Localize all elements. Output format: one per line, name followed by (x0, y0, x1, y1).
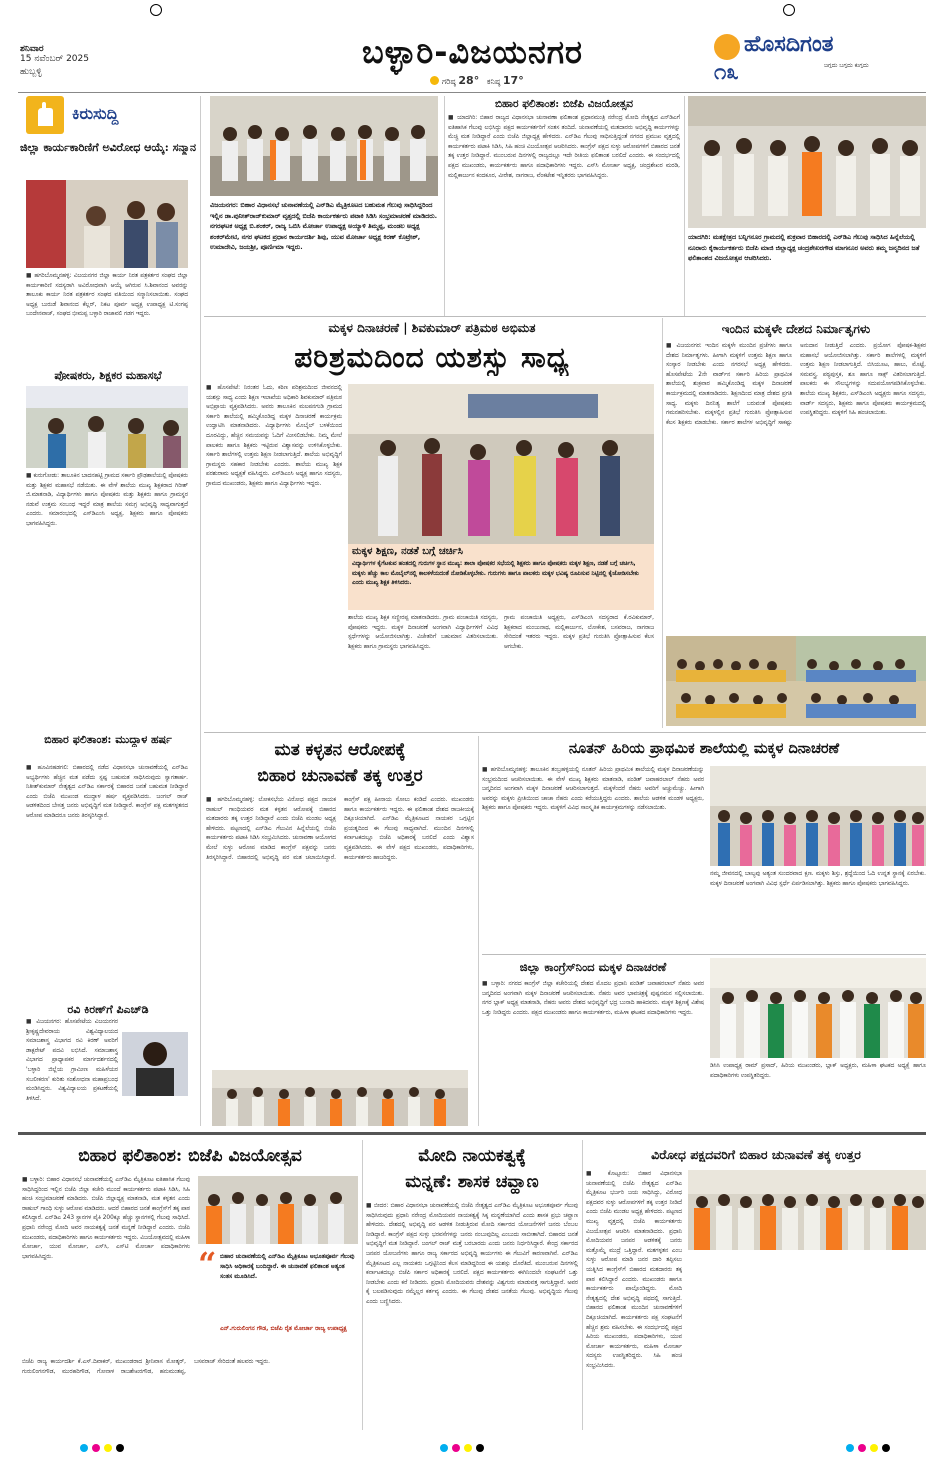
brand-label: ಕಿರುಸುದ್ದಿ (72, 104, 119, 123)
sun-icon (430, 76, 439, 85)
bottom3-headline: ವಿರೋಧ ಪಕ್ಷದವರಿಗೆ ಬಿಹಾರ ಚುನಾವಣೆ ತಕ್ಕ ಉತ್ತರ (651, 1147, 861, 1162)
story-school (482, 736, 926, 952)
s4-body: ■ ವಿಜಯನಗರ: ಹೊಸಪೇಟೆಯ ವಿಜಯನಗರ ಶ್ರೀಕೃಷ್ಣದೇವರಾಯ ವಿಶ್ವವಿದ್ಯಾಲಯದ ಸಮಾಜಶಾಸ್ತ್ರ ವಿಭಾಗದ ರವಿ ಕಿರಣ್ ಅವರಿಗೆ ಡಾಕ್ಟರೇಟ್ ಪದವಿ ಲಭಿಸಿದೆ. ಸಮಾಜಶಾಸ್ತ್ರ ವಿಭಾಗದ ಪ್ರಾಧ್ಯಾಪಕರ ಮಾರ್ಗದರ್ಶನದಲ್ಲಿ 'ಬಳ್ಳಾರಿ ಜಿಲ್ಲೆಯ ಗ್ರಾಮೀಣ ಮಹಿಳೆಯರ ಸಬಲೀಕರಣ' ಕುರಿತು ಸಂಶೋಧನಾ ಮಹಾಪ್ರಬಂಧ ಮಂಡಿಸಿದ್ದರು. ವಿಶ್ವವಿದ್ಯಾಲಯ ಪ್ರಕಟಣೆಯಲ್ಲಿ ತಿಳಿಸಿದೆ. (26, 1019, 118, 1102)
story-congress (482, 958, 926, 1126)
bottom1-quote-author: ಎನ್.ಗುರುಲಿಂಗನ ಗೌಡ, ಬಿಜೆಪಿ ರೈತ ಮೋರ್ಚಾ ರಾಜ್ಯ ಉಪಾಧ್ಯಕ್ಷ (220, 1325, 347, 1332)
top-story1 (206, 96, 442, 314)
bottom-story2 (366, 1140, 578, 1440)
column-rule (582, 1140, 583, 1430)
story-nation (666, 318, 926, 728)
lead-col3: ಗ್ರಾಮ ಪಂಚಾಯಿತಿ ಅಧ್ಯಕ್ಷರು, ಎಸ್‌ಡಿಎಂಸಿ ಸದಸ್ಯರಾದ ಕೆ.ರವಿಕುಮಾರ್, ಶಿಕ್ಷಕರಾದ ಮಂಜುನಾಥ, ಮಲ್ಲಿಕಾರ್ಜುನ, ಲೋಕೇಶ, ಬಸವರಾಜ, ನಾಗರಾಜ ಸೇರಿದಂತೆ ಇತರರು ಇದ್ದರು. ಮಕ್ಕಳ ಪ್ರತಿಭೆ ಗುರುತಿಸಿ ಪ್ರೋತ್ಸಾಹಿಸುವ ಕೆಲಸ ಆಗಬೇಕು. (504, 615, 654, 650)
bottom2-body: ■ ಬೀದರ: ಬಿಹಾರ ವಿಧಾನಸಭಾ ಚುನಾವಣೆಯಲ್ಲಿ ಬಿಜೆಪಿ ನೇತೃತ್ವದ ಎನ್‌ಡಿಎ ಮೈತ್ರಿಕೂಟ ಅಭೂತಪೂರ್ವ ಗೆಲುವು ಸಾಧಿಸಿರುವುದು ಪ್ರಧಾನಿ ನರೇಂದ್ರ ಮೋದಿಯವರ ನಾಯಕತ್ವಕ್ಕೆ ಸಿಕ್ಕ ಮನ್ನಣೆಯಾಗಿದೆ ಎಂದು ಶಾಸಕ ಪ್ರಭು ಚವ್ಹಾಣ ಹೇಳಿದರು. ದೇಶದಲ್ಲಿ ಅಭಿವೃದ್ಧಿ ಪರ ಆಡಳಿತ ನೀಡುತ್ತಿರುವ ಮೋದಿ ಸರ್ಕಾರದ ಯೋಜನೆಗಳಿಗೆ ಜನರು ಬೆಂಬಲ ನೀಡಿದ್ದಾರೆ. ಕಾಂಗ್ರೆಸ್ ಪಕ್ಷದ ಸುಳ್ಳು ಭರವಸೆಗಳನ್ನು ಜನರು ನಂಬುವುದಿಲ್ಲ ಎಂಬುದು ಸಾಬೀತಾಗಿದೆ. ಬಿಹಾರದ ಜನತೆ ಅಭಿವೃದ್ಧಿಗೆ ಮತ ನೀಡಿದ್ದಾರೆ. ಜಂಗಲ್ ರಾಜ್ ಮತ್ತೆ ಬರಬಾರದು ಎಂದು ಜನರು ನಿರ್ಧರಿಸಿದ್ದಾರೆ. ಕೇಂದ್ರ ಸರ್ಕಾರದ ಜನಪರ ಯೋಜನೆಗಳು ಹಾಗೂ ರಾಜ್ಯ ಸರ್ಕಾರದ ಅಭಿವೃದ್ಧಿ ಕಾರ್ಯಗಳು ಈ ಗೆಲುವಿಗೆ ಕಾರಣವಾಗಿವೆ. ಎನ್‌ಡಿಎ ಮೈತ್ರಿಕೂಟದ ಎಲ್ಲ ನಾಯಕರು ಒಗ್ಗಟ್ಟಿನಿಂದ ಕೆಲಸ ಮಾಡಿದ್ದರಿಂದ ಈ ಯಶಸ್ಸು ದೊರೆತಿದೆ. ಮುಂಬರುವ ದಿನಗಳಲ್ಲಿ ಕರ್ನಾಟಕದಲ್ಲೂ ಬಿಜೆಪಿ ಸರ್ಕಾರ ಅಧಿಕಾರಕ್ಕೆ ಬರಲಿದೆ. ಪಕ್ಷದ ಕಾರ್ಯಕರ್ತರು ಈಗಿನಿಂದಲೇ ಸಂಘಟನೆಗೆ ಒತ್ತು ನೀಡಬೇಕು ಎಂದು ಕರೆ ನೀಡಿದರು. ಪ್ರಧಾನಿ ಮೋದಿಯವರು ದೇಶವನ್ನು ವಿಶ್ವಗುರು ಮಾಡುವತ್ತ ಸಾಗುತ್ತಿದ್ದಾರೆ. ಅವರ ಕೈ ಬಲಪಡಿಸುವುದು ನಮ್ಮೆಲ್ಲರ ಕರ್ತವ್ಯ ಎಂದರು. ಈ ಗೆಲುವು ದೇಶದ ಜನತೆಯ ಗೆಲುವು. ಅಭಿವೃದ್ಧಿಯ ಗೆಲುವು ಎಂದು ಬಣ್ಣಿಸಿದರು. (366, 1203, 578, 1305)
paper-tagline: ಜಗ್ಗದು ಬಗ್ಗದು ಕುಗ್ಗದು (824, 62, 869, 69)
top3-caption: ಯಾದಗಿರಿ: ಮತಕ್ಷೇತ್ರದ ಬನ್ನಿಗನೂರ ಗ್ರಾಮದಲ್ಲಿ ಶುಕ್ರವಾರ ಬಿಹಾರದಲ್ಲಿ ಎನ್‌ಡಿಎ ಗೆಲುವು ಸಾಧಿಸಿದ ಹಿನ್ನೆಲೆಯಲ್ಲಿ ನೂರಾರು ಕೈಕಾರ್ಯಕರ್ತರು ಬಿಜೆಪಿ ಮಾಜಿ ಜಿಲ್ಲಾಧ್ಯಕ್ಷ ಚಂದ್ರಶೇಖರಗೌಡ ಮಾಗನೂರ ಅವರು ತಮ್ಮ ಜನ್ಮದಿನದ ಜತೆ ಫಲಿತಾಂಶದ ವಿಜಯೋತ್ಸವ ಆಚರಿಸಿದರು. (688, 233, 920, 262)
section-rule (204, 316, 926, 317)
nation-photo (666, 636, 926, 726)
column-rule (662, 318, 663, 728)
bottom1-photo (198, 1176, 358, 1244)
lead-photo-caption-title: ಮಕ್ಕಳ ಶಿಕ್ಷಣ, ನಡತೆ ಬಗ್ಗೆ ಚರ್ಚಿಸಿ (352, 546, 463, 557)
lead-photo-caption-box (348, 544, 654, 610)
bottom-story1 (22, 1140, 358, 1440)
column-rule (444, 96, 445, 316)
lead-photo-caption: ವಿದ್ಯಾರ್ಥಿಗಳ ಕೈಗೆಟಕುವ ಹಂತದಲ್ಲಿ ಗುರುಗಳ ಸ್ಥಾನ ಮುಖ್ಯ: ಶಾಲಾ ಪೋಷಕರ ಸಭೆಯಲ್ಲಿ ಶಿಕ್ಷಕರು ಹಾಗೂ ಪೋಷಕರು ಮಕ್ಕಳ ಶಿಕ್ಷಣ, ನಡತೆ ಬಗ್ಗೆ ಚರ್ಚಿಸಿ, ಮಕ್ಕಳು ಹೆಚ್ಚು ಕಾಲ ಮೊಬೈಲ್‌ನಲ್ಲಿ ಕಾಲಕಳೆಯದಂತೆ ನೋಡಿಕೊಳ್ಳಬೇಕು. ಗುರುಗಳು ಹಾಗೂ ಪಾಲಕರು ಮಕ್ಕಳ ಭವಿಷ್ಯ ರೂಪಿಸುವ ನಿಟ್ಟಿನಲ್ಲಿ ಕೈಜೋಡಿಸಬೇಕು ಎಂದು ಮುಖ್ಯ ಶಿಕ್ಷಕ ತಿಳಿಸಿದರು. (352, 561, 639, 587)
theft-body: ■ ಹಗರಿಬೊಮ್ಮನಹಳ್ಳಿ: ಲೋಕಸಭೆಯ ವಿರೋಧ ಪಕ್ಷದ ನಾಯಕ ರಾಹುಲ್ ಗಾಂಧಿಯವರ ಮತ ಕಳ್ಳತನ ಆರೋಪಕ್ಕೆ ಬಿಹಾರದ ಮತದಾರರು ತಕ್ಕ ಉತ್ತರ ನೀಡಿದ್ದಾರೆ ಎಂದು ಬಿಜೆಪಿ ಮಂಡಲ ಅಧ್ಯಕ್ಷ ಹೇಳಿದರು. ಪಟ್ಟಣದಲ್ಲಿ ಎನ್‌ಡಿಎ ಗೆಲುವಿನ ಹಿನ್ನೆಲೆಯಲ್ಲಿ ಬಿಜೆಪಿ ಕಾರ್ಯಕರ್ತರು ಪಟಾಕಿ ಸಿಡಿಸಿ ಸಂಭ್ರಮಿಸಿದರು. ಚುನಾವಣಾ ಆಯೋಗದ ಮೇಲೆ ಸುಳ್ಳು ಆರೋಪ ಮಾಡಿದ ಕಾಂಗ್ರೆಸ್ ಪಕ್ಷವನ್ನು ಜನರು ತಿರಸ್ಕರಿಸಿದ್ದಾರೆ. ಬಿಹಾರದಲ್ಲಿ ಅಭಿವೃದ್ಧಿ ಪರ ಮತ ಚಲಾಯಿಸಿದ್ದಾರೆ. ಕಾಂಗ್ರೆಸ್ ಪಕ್ಷ ಹೀನಾಯ ಸೋಲು ಕಂಡಿದೆ ಎಂದರು. ಮುಖಂಡರು ಹಾಗೂ ಕಾರ್ಯಕರ್ತರು ಇದ್ದರು. ಈ ಫಲಿತಾಂಶ ದೇಶದ ರಾಜಕೀಯಕ್ಕೆ ದಿಕ್ಸೂಚಿಯಾಗಿದೆ. ಎನ್‌ಡಿಎ ಮೈತ್ರಿಕೂಟದ ನಾಯಕರ ಒಗ್ಗಟ್ಟಿನ ಪ್ರಯತ್ನದಿಂದ ಈ ಗೆಲುವು ಸಾಧ್ಯವಾಗಿದೆ. ಮುಂದಿನ ದಿನಗಳಲ್ಲಿ ಕರ್ನಾಟಕದಲ್ಲೂ ಬಿಜೆಪಿ ಅಧಿಕಾರಕ್ಕೆ ಬರಲಿದೆ ಎಂದು ವಿಶ್ವಾಸ ವ್ಯಕ್ತಪಡಿಸಿದರು. ಈ ವೇಳೆ ಪಕ್ಷದ ಮುಖಂಡರು, ಪದಾಧಿಕಾರಿಗಳು, ಕಾರ್ಯಕರ್ತರು ಹಾಜರಿದ್ದರು. (206, 797, 474, 861)
bottom2-headline-2: ಮನ್ನಣೆ: ಶಾಸಕ ಚವ್ಹಾಣ (405, 1172, 539, 1192)
top-story2 (448, 96, 680, 314)
bottom1-headline: ಬಿಹಾರ ಫಲಿತಾಂಶ: ಬಿಜೆಪಿ ವಿಜಯೋತ್ಸವ (78, 1146, 302, 1166)
congress-photo (710, 958, 926, 1058)
top2-headline: ಬಿಹಾರ ಫಲಿತಾಂಶ: ಬಿಜೆಪಿ ವಿಜಯೋತ್ಸವ (494, 98, 634, 110)
lead-photo (348, 384, 654, 544)
bottom1-quote-box (198, 1245, 358, 1354)
theft-headline-2: ಬಿಹಾರ ಚುನಾವಣೆ ತಕ್ಕ ಉತ್ತರ (257, 766, 423, 786)
school-photo-caption: ನಮ್ಮ ಜೀವನದಲ್ಲಿ ಬಾಲ್ಯವು ಅತ್ಯಂತ ಸುಂದರವಾದ ಕ್ಷಣ. ಮಕ್ಕಳು ಶಿಸ್ತು, ಶ್ರದ್ಧೆಯಿಂದ ಓದಿ ಉನ್ನತ ಸ್ಥಾನಕ್ಕೆ ಏರಬೇಕು. ಮಕ್ಕಳ ದಿನಾಚರಣೆ ಅಂಗವಾಗಿ ವಿವಿಧ ಸ್ಪರ್ಧೆ ಏರ್ಪಡಿಸಲಾಗಿತ್ತು. ಶಿಕ್ಷಕರು ಹಾಗೂ ಪೋಷಕರು ಭಾಗವಹಿಸಿದ್ದರು. (710, 871, 926, 887)
lead-col2: ಶಾಲೆಯ ಮುಖ್ಯ ಶಿಕ್ಷಕ ಸಣ್ಣೀರಪ್ಪ ಮಾತನಾಡಿದರು. ಗ್ರಾಮ ಪಂಚಾಯಿತಿ ಸದಸ್ಯರು, ಪೋಷಕರು ಇದ್ದರು. ಮಕ್ಕಳ ದಿನಾಚರಣೆ ಅಂಗವಾಗಿ ವಿದ್ಯಾರ್ಥಿಗಳಿಗೆ ವಿವಿಧ ಸ್ಪರ್ಧೆಗಳನ್ನು ಆಯೋಜಿಸಲಾಗಿತ್ತು. ವಿಜೇತರಿಗೆ ಬಹುಮಾನ ವಿತರಿಸಲಾಯಿತು. ಶಿಕ್ಷಕರು ಹಾಗೂ ಗ್ರಾಮಸ್ಥರು ಭಾಗವಹಿಸಿದ್ದರು. (348, 615, 498, 650)
s1-headline: ಜಿಲ್ಲಾ ಕಾರ್ಯಕಾರಿಣಿಗೆ ಅವಿರೋಧ ಆಯ್ಕೆ: ಸನ್ಮಾನ (19, 141, 197, 154)
registration-marks (150, 4, 162, 16)
date-panel (20, 44, 150, 77)
s2-headline: ಪೋಷಕರು, ಶಿಕ್ಷಕರ ಮಹಾಸಭೆ (54, 369, 162, 382)
registration-marks (783, 4, 795, 16)
s3-body: ■ ಹೂವಿನಹಡಗಲಿ: ಬಿಹಾರದಲ್ಲಿ ನಡೆದ ವಿಧಾನಸಭಾ ಚುನಾವಣೆಯಲ್ಲಿ ಎನ್‌ಡಿಎ ಅಭ್ಯರ್ಥಿಗಳು ಹೆಚ್ಚಿನ ಮತ ಪಡೆದು ಸ್ಪಷ್ಟ ಬಹುಮತ ಸಾಧಿಸಿರುವುದು ಸ್ವಾಗತಾರ್ಹ. ನಿತೀಶ್‌ಕುಮಾರ್ ನೇತೃತ್ವದ ಎನ್‌ಡಿಎ ಸರ್ಕಾರಕ್ಕೆ ಬಿಹಾರದ ಜನತೆ ಬಹುಮತ ನೀಡಿದ್ದಾರೆ ಎಂದು ಬಿಜೆಪಿ ಮುಖಂಡ ಮುದ್ದಾಳ ಹರ್ಷ ವ್ಯಕ್ತಪಡಿಸಿದರು. ಜಂಗಲ್ ರಾಜ್ ಆಡಳಿತದಿಂದ ಬೇಸತ್ತ ಜನರು ಅಭಿವೃದ್ಧಿಗೆ ಮತ ನೀಡಿದ್ದಾರೆ. ಕಾಂಗ್ರೆಸ್ ಪಕ್ಷ ಮತಗಳ್ಳತನದ ಆರೋಪ ಮಾಡಿದರೂ ಜನರು ತಿರಸ್ಕರಿಸಿದ್ದಾರೆ. (26, 765, 188, 819)
date-label: 15 ನವೆಂಬರ್ 2025 (20, 54, 89, 64)
theft-headline-1: ಮತ ಕಳ್ಳತನ ಆರೋಪಕ್ಕೆ (274, 740, 406, 760)
s1-photo (26, 180, 188, 268)
top3-photo (688, 96, 926, 228)
top2-body: ■ ಯಾದಗಿರಿ: ಬಿಹಾರ ರಾಜ್ಯದ ವಿಧಾನಸಭಾ ಚುನಾವಣಾ ಫಲಿತಾಂಶ ಪ್ರಧಾನಮಂತ್ರಿ ನರೇಂದ್ರ ಮೋದಿ ನೇತೃತ್ವದ ಎನ್‌ಡಿಎಗೆ ಐತಿಹಾಸಿಕ ಗೆಲುವು ಲಭಿಸಿದ್ದು ಪಕ್ಷದ ಕಾರ್ಯಕರ್ತರಿಗೆ ಸಂತಸ ತಂದಿದೆ. ಚುನಾವಣೆಯಲ್ಲಿ ಮತದಾರರು ಅಭಿವೃದ್ಧಿ ಕಾರ್ಯಗಳನ್ನು ಮೆಚ್ಚಿ ಮತ ನೀಡಿದ್ದಾರೆ ಎಂದು ಬಿಜೆಪಿ ಜಿಲ್ಲಾಧ್ಯಕ್ಷ ಹೇಳಿದರು. ಎನ್‌ಡಿಎ ಗೆಲುವು ಸಾಧಿಸುತ್ತಿದ್ದಂತೆ ನಗರದ ಪ್ರಮುಖ ವೃತ್ತದಲ್ಲಿ ಕಾರ್ಯಕರ್ತರು ಪಟಾಕಿ ಸಿಡಿಸಿ, ಸಿಹಿ ಹಂಚಿ ವಿಜಯೋತ್ಸವ ಆಚರಿಸಿದರು. ಕಾಂಗ್ರೆಸ್ ಪಕ್ಷದ ಸುಳ್ಳು ಆರೋಪಗಳಿಗೆ ಬಿಹಾರದ ಜನತೆ ತಕ್ಕ ಉತ್ತರ ನೀಡಿದ್ದಾರೆ. ಮುಂಬರುವ ದಿನಗಳಲ್ಲಿ ರಾಜ್ಯದಲ್ಲೂ ಇದೇ ರೀತಿಯ ಫಲಿತಾಂಶ ಬರಲಿದೆ ಎಂದರು. ಈ ಸಂದರ್ಭದಲ್ಲಿ ಪಕ್ಷದ ಮುಖಂಡರು, ಕಾರ್ಯಕರ್ತರು ಹಾಗೂ ಪದಾಧಿಕಾರಿಗಳು ಇದ್ದರು. ಎಸ್‌ಸಿ ಮೋರ್ಚಾ ಅಧ್ಯಕ್ಷ, ಚಂದ್ರಶೇಖರ ಮರಡಿ, ಮಲ್ಲಿಕಾರ್ಜುನ ಕಂದಕೂರ, ವೀರೇಶ, ನಾಗರಾಜ, ವೆಂಕಟೇಶ ಇನ್ನಿತರರು ಭಾಗವಹಿಸಿದ್ದರು. (448, 115, 680, 179)
story-theft (206, 736, 474, 1126)
column-rule (684, 96, 685, 316)
lead-headline: ಪರಿಶ್ರಮದಿಂದ ಯಶಸ್ಸು ಸಾಧ್ಯ (294, 341, 570, 374)
city-label: ಹುಬ್ಬಳ್ಳಿ (20, 67, 42, 77)
s1-body: ■ ಹಗರಿಬೊಮ್ಮನಹಳ್ಳಿ: ವಿಜಯನಗರ ಜಿಲ್ಲಾ ಕಾರ್ಯ ನಿರತ ಪತ್ರಕರ್ತರ ಸಂಘದ ಜಿಲ್ಲಾ ಕಾರ್ಯಕಾರಿಣಿ ಸದಸ್ಯರಾಗಿ ಅವಿರೋಧವಾಗಿ ಆಯ್ಕೆ ಆಗಿರುವ ಸಿ.ಶಿವಾನಂದ ಅವರನ್ನು ತಾಲೂಕು ಕಾರ್ಯ ನಿರತ ಪತ್ರಕರ್ತರ ಸಂಘದ ವತಿಯಿಂದ ಸನ್ಮಾನಿಸಲಾಯಿತು. ಸಂಘದ ಅಧ್ಯಕ್ಷ ಬುರುಡೆ ಶಿವಾನಂದ ಕೆಲ್ಲರ್, ನಿಕಟ ಪೂರ್ವ ಅಧ್ಯಕ್ಷ ಉಪಾಧ್ಯಕ್ಷ ಟಿ.ಸಂಗಪ್ಪ ಬಂದೇನವಾಜ್, ಸಂಘದ ಭೀಮಪ್ಪ ಬಳ್ಳಾರಿ ರಾಜಾವಲಿ ಗಡಗ ಇದ್ದರು. (26, 273, 188, 318)
column-rule (200, 96, 201, 1126)
min-label: ಕನಿಷ್ಠ (486, 77, 501, 86)
top1-caption: ವಿಜಯನಗರ: ಬಿಹಾರ ವಿಧಾನಸಭೆ ಚುನಾವಣೆಯಲ್ಲಿ ಎನ್‌ಡಿಎ ಮೈತ್ರಿಕೂಟದ ಬಹುಮತ ಗೆಲುವು ಸಾಧಿಸಿದ್ದರಿಂದ ಇಲ್ಲಿನ ಡಾ.ಪುನೀತ್‌ರಾಜ್‌ಕುಮಾರ್ ವೃತ್ತದಲ್ಲಿ ಬಿಜೆಪಿ ಕಾರ್ಯಕರ್ತರು ಪಟಾಕಿ ಸಿಡಿಸಿ ಸಂಭ್ರಮಾಚರಣೆ ಮಾಡಿದರು. ನಗರಘಟಕ ಅಧ್ಯಕ್ಷ ಬಿ.ಶಂಕರ್, ರಾಜ್ಯ ಒಬಿಸಿ ಮೋರ್ಚಾ ಉಪಾಧ್ಯಕ್ಷ ಅಯ್ಯಾಳಿ ತಿಮ್ಮಪ್ಪ, ಮಂಡಲ ಅಧ್ಯಕ್ಷ ಶಂಕರ್‌ಮೇಟಿ, ನಗರ ಘಟಕದ ಪ್ರಧಾನ ಕಾರ್ಯದರ್ಶಿ ಶಿವು, ಯುವ ಮೋರ್ಚಾ ಅಧ್ಯಕ್ಷ ಕಿರಣ್ ಕೊಟ್ರೇಶ್, ಉಮಾದೇವಿ, ಜಯಶ್ರೀ, ಪೂರ್ಣಿಮಾ ಇದ್ದರು. (210, 201, 438, 251)
bottom1-quote: ಬಿಹಾರ ಚುನಾವಣೆಯಲ್ಲಿ ಎನ್‌ಡಿಎ ಮೈತ್ರಿಕೂಟ ಅಭೂತಪೂರ್ವ ಗೆಲುವು ಸಾಧಿಸಿ ಅಧಿಕಾರಕ್ಕೆ ಬಂದಿದ್ದಾರೆ. ಈ ಚುನಾವಣೆ ಫಲಿತಾಂಶ ಅತ್ಯಂತ ಸಂತಸ ಮೂಡಿಸಿದೆ. (220, 1253, 355, 1280)
column-rule (362, 1140, 363, 1430)
quote-mark-icon: “ (198, 1245, 217, 1283)
lead-story (206, 318, 658, 728)
s2-photo (26, 386, 188, 468)
s3-headline: ಬಿಹಾರ ಫಲಿತಾಂಶ: ಮುದ್ದಾಳ ಹರ್ಷ (44, 733, 172, 746)
lead-kicker: ಮಕ್ಕಳ ದಿನಾಚರಣೆ | ಶಿವಕುಮಾರ್ ಪತ್ರಿಮಠ ಅಭಿಮತ (328, 321, 536, 335)
s4-photo (122, 1032, 188, 1096)
bottom2-headline-1: ಮೋದಿ ನಾಯಕತ್ವಕ್ಕೆ (418, 1146, 526, 1166)
school-body: ■ ಹಗರಿಬೊಮ್ಮನಹಳ್ಳಿ: ತಾಲೂಕಿನ ತಂಬ್ರಹಳ್ಳಿಯಲ್ಲಿ ನೂತನ್ ಹಿರಿಯ ಪ್ರಾಥಮಿಕ ಶಾಲೆಯಲ್ಲಿ ಮಕ್ಕಳ ದಿನಾಚರಣೆಯನ್ನು ಸಂಭ್ರಮದಿಂದ ಆಚರಿಸಲಾಯಿತು. ಈ ವೇಳೆ ಮುಖ್ಯ ಶಿಕ್ಷಕರು ಮಾತನಾಡಿ, ಪಂಡಿತ್ ಜವಾಹರಲಾಲ್ ನೆಹರು ಅವರ ಜನ್ಮದಿನದ ಅಂಗವಾಗಿ ಮಕ್ಕಳ ದಿನಾಚರಣೆ ಆಚರಿಸಲಾಗುತ್ತದೆ. ಮಕ್ಕಳೆಂದರೆ ನೆಹರು ಅವರಿಗೆ ಅಚ್ಚುಮೆಚ್ಚು. ಹೀಗಾಗಿ ಅವರನ್ನು ಮಕ್ಕಳು ಪ್ರೀತಿಯಿಂದ ಚಾಚಾ ನೆಹರು ಎಂದು ಕರೆಯುತ್ತಿದ್ದರು ಎಂದರು. ಶಾಲೆಯ ಆಡಳಿತ ಮಂಡಳಿ ಅಧ್ಯಕ್ಷರು, ಶಿಕ್ಷಕರು ಹಾಗೂ ಪೋಷಕರು ಇದ್ದರು. ಮಕ್ಕಳಿಗೆ ವಿವಿಧ ಸಾಂಸ್ಕೃತಿಕ ಕಾರ್ಯಕ್ರಮಗಳನ್ನು ನಡೆಸಲಾಯಿತು. (482, 767, 704, 812)
congress-body: ■ ಬಳ್ಳಾರಿ: ನಗರದ ಕಾಂಗ್ರೆಸ್ ಜಿಲ್ಲಾ ಕಚೇರಿಯಲ್ಲಿ ದೇಶದ ಮೊದಲ ಪ್ರಧಾನಿ ಪಂಡಿತ್ ಜವಾಹರಲಾಲ್ ನೆಹರು ಅವರ ಜನ್ಮದಿನದ ಅಂಗವಾಗಿ ಮಕ್ಕಳ ದಿನಾಚರಣೆ ಆಚರಿಸಲಾಯಿತು. ನೆಹರು ಅವರ ಭಾವಚಿತ್ರಕ್ಕೆ ಪುಷ್ಪನಮನ ಸಲ್ಲಿಸಲಾಯಿತು. ನಗರ ಬ್ಲಾಕ್ ಅಧ್ಯಕ್ಷ ಮಾತನಾಡಿ, ನೆಹರು ಅವರು ದೇಶದ ಅಭಿವೃದ್ಧಿಗೆ ಭದ್ರ ಬುನಾದಿ ಹಾಕಿದವರು. ಮಕ್ಕಳ ಶಿಕ್ಷಣಕ್ಕೆ ವಿಶೇಷ ಒತ್ತು ನೀಡಿದ್ದರು ಎಂದರು. ಪಕ್ಷದ ಮುಖಂಡರು ಹಾಗೂ ಕಾರ್ಯಕರ್ತರು, ಮಹಿಳಾ ಘಟಕದ ಪದಾಧಿಕಾರಿಗಳು ಇದ್ದರು. (482, 981, 704, 1016)
masthead-rule (18, 92, 926, 93)
bottom3-body: ■ ಕೊಟ್ಟೂರು: ಬಿಹಾರ ವಿಧಾನಸಭಾ ಚುನಾವಣೆಯಲ್ಲಿ ಬಿಜೆಪಿ ನೇತೃತ್ವದ ಎನ್‌ಡಿಎ ಮೈತ್ರಿಕೂಟ ಭರ್ಜರಿ ಜಯ ಸಾಧಿಸಿದ್ದು, ವಿರೋಧ ಪಕ್ಷದವರ ಸುಳ್ಳು ಆರೋಪಗಳಿಗೆ ತಕ್ಕ ಉತ್ತರ ನೀಡಿದೆ ಎಂದು ಬಿಜೆಪಿ ಮಂಡಲ ಅಧ್ಯಕ್ಷ ಹೇಳಿದರು. ಪಟ್ಟಣದ ಮುಖ್ಯ ವೃತ್ತದಲ್ಲಿ ಬಿಜೆಪಿ ಕಾರ್ಯಕರ್ತರು ವಿಜಯೋತ್ಸವ ಆಚರಿಸಿ ಮಾತನಾಡಿದರು. ಪ್ರಧಾನಿ ಮೋದಿಯವರ ಜನಪರ ಆಡಳಿತಕ್ಕೆ ಜನರು ಮತ್ತೊಮ್ಮೆ ಮುದ್ರೆ ಒತ್ತಿದ್ದಾರೆ. ಮತಗಳ್ಳತನ ಎಂಬ ಸುಳ್ಳು ಆರೋಪ ಮಾಡಿ ಜನರ ದಾರಿ ತಪ್ಪಿಸಲು ಯತ್ನಿಸಿದ ಕಾಂಗ್ರೆಸ್‌ಗೆ ಬಿಹಾರದ ಮತದಾರರು ತಕ್ಕ ಪಾಠ ಕಲಿಸಿದ್ದಾರೆ ಎಂದರು. ಮುಖಂಡರು ಹಾಗೂ ಕಾರ್ಯಕರ್ತರು ಪಾಲ್ಗೊಂಡಿದ್ದರು. ಮೋದಿ ನೇತೃತ್ವದಲ್ಲಿ ದೇಶ ಅಭಿವೃದ್ಧಿ ಪಥದಲ್ಲಿ ಸಾಗುತ್ತಿದೆ. ಬಿಹಾರದ ಫಲಿತಾಂಶ ಮುಂದಿನ ಚುನಾವಣೆಗಳಿಗೆ ದಿಕ್ಸೂಚಿಯಾಗಿದೆ. ಕಾರ್ಯಕರ್ತರು ಪಕ್ಷ ಸಂಘಟನೆಗೆ ಹೆಚ್ಚಿನ ಶ್ರಮ ವಹಿಸಬೇಕು. ಈ ಸಂದರ್ಭದಲ್ಲಿ ಪಕ್ಷದ ಹಿರಿಯ ಮುಖಂಡರು, ಪದಾಧಿಕಾರಿಗಳು, ಯುವ ಮೋರ್ಚಾ ಕಾರ್ಯಕರ್ತರು, ಮಹಿಳಾ ಮೋರ್ಚಾ ಸದಸ್ಯರು ಉಪಸ್ಥಿತರಿದ್ದರು. ಸಿಹಿ ಹಂಚಿ ಸಂಭ್ರಮಿಸಿದರು. (586, 1171, 682, 1369)
paper-logo (714, 32, 924, 69)
nation-headline: ಇಂದಿನ ಮಕ್ಕಳೇ ದೇಶದ ನಿರ್ಮಾತೃಗಳು (721, 322, 871, 336)
section-rule (482, 954, 926, 955)
registration-dots (440, 1444, 484, 1452)
s2-body: ■ ಕುರುಗೋಡು: ತಾಲೂಕಿನ ಬಾದನಹಟ್ಟಿ ಗ್ರಾಮದ ಸರ್ಕಾರಿ ಪ್ರೌಢಶಾಲೆಯಲ್ಲಿ ಪೋಷಕರು ಮತ್ತು ಶಿಕ್ಷಕರ ಮಹಾಸಭೆ ನಡೆಯಿತು. ಈ ವೇಳೆ ಶಾಲೆಯ ಮುಖ್ಯ ಶಿಕ್ಷಕರಾದ ಗಿರೀಶ್ ಜಿ.ಮಾತನಾಡಿ, ವಿದ್ಯಾರ್ಥಿಗಳು ಹಾಗೂ ಪೋಷಕರು ಮತ್ತು ಶಿಕ್ಷಕರು ಹಾಗೂ ಗ್ರಾಮಸ್ಥರ ನಡುವೆ ಉತ್ತಮ ಸಂಬಂಧ ಇದ್ದರೆ ಮಾತ್ರ ಶಾಲೆಯ ಸಮಗ್ರ ಅಭಿವೃದ್ಧಿ ಸಾಧ್ಯವಾಗುತ್ತದೆ ಎಂದರು. ಸಮಾರಂಭದಲ್ಲಿ ಎಸ್‌ಡಿಎಂಸಿ ಅಧ್ಯಕ್ಷ, ಶಿಕ್ಷಕರು ಹಾಗೂ ಪೋಷಕರು ಭಾಗವಹಿಸಿದ್ದರು. (26, 473, 188, 527)
hand-icon (26, 96, 64, 134)
page-number: ೧೩ (714, 60, 739, 85)
registration-dots (846, 1444, 890, 1452)
bottom1-body: ■ ಬಳ್ಳಾರಿ: ಬಿಹಾರ ವಿಧಾನಸಭೆ ಚುನಾವಣೆಯಲ್ಲಿ ಎನ್‌ಡಿಎ ಮೈತ್ರಿಕೂಟ ಐತಿಹಾಸಿಕ ಗೆಲುವು ಸಾಧಿಸಿದ್ದರಿಂದ ಇಲ್ಲಿನ ಬಿಜೆಪಿ ಜಿಲ್ಲಾ ಕಚೇರಿ ಮುಂದೆ ಕಾರ್ಯಕರ್ತರು ಪಟಾಕಿ ಸಿಡಿಸಿ, ಸಿಹಿ ಹಂಚಿ ಸಂಭ್ರಮಾಚರಣೆ ಮಾಡಿದರು. ಬಿಜೆಪಿ ಜಿಲ್ಲಾಧ್ಯಕ್ಷ ಮಾತನಾಡಿ, ಮತ ಕಳ್ಳತನ ಎಂದು ರಾಹುಲ್ ಗಾಂಧಿ ಸುಳ್ಳು ಆರೋಪ ಮಾಡಿದರು. ಆದರೆ ಬಿಹಾರದ ಜನತೆ ಕಾಂಗ್ರೆಸ್‌ಗೆ ತಕ್ಕ ಪಾಠ ಕಲಿಸಿದ್ದಾರೆ. ಎನ್‌ಡಿಎ 243 ಸ್ಥಾನಗಳ ಪೈಕಿ 200ಕ್ಕೂ ಹೆಚ್ಚು ಸ್ಥಾನಗಳಲ್ಲಿ ಗೆಲುವು ಸಾಧಿಸಿದೆ. ಪ್ರಧಾನಿ ನರೇಂದ್ರ ಮೋದಿ ಅವರ ನಾಯಕತ್ವಕ್ಕೆ ಜನತೆ ಮನ್ನಣೆ ನೀಡಿದ್ದಾರೆ ಎಂದರು. ಬಿಜೆಪಿ ಮುಖಂಡರು, ಪದಾಧಿಕಾರಿಗಳು ಹಾಗೂ ಕಾರ್ಯಕರ್ತರು ಇದ್ದರು. ವಿಜಯೋತ್ಸವದಲ್ಲಿ ಮಹಿಳಾ ಮೋರ್ಚಾ, ಯುವ ಮೋರ್ಚಾ, ಎಸ್‌ಸಿ, ಎಸ್‌ಟಿ ಮೋರ್ಚಾ ಪದಾಧಿಕಾರಿಗಳು ಭಾಗವಹಿಸಿದ್ದರು. (22, 1177, 190, 1260)
congress-photo-caption: ಡಿಸಿಸಿ ಉಪಾಧ್ಯಕ್ಷ ರಾಮ್ ಪ್ರಸಾದ್, ಹಿರಿಯ ಮುಖಂಡರು, ಬ್ಲಾಕ್ ಅಧ್ಯಕ್ಷರು, ಮಹಿಳಾ ಘಟಕದ ಅಧ್ಯಕ್ಷೆ ಹಾಗೂ ಪದಾಧಿಕಾರಿಗಳು ಉಪಸ್ಥಿತರಿದ್ದರು. (710, 1063, 926, 1079)
masthead (0, 0, 945, 93)
registration-dots (80, 1444, 124, 1452)
section-title: ಬಳ್ಳಾರಿ-ವಿಜಯನಗರ (362, 33, 583, 71)
bottom3-photo (688, 1170, 926, 1250)
kirusuddi-brand (26, 96, 156, 134)
max-temp: 28° (458, 74, 480, 87)
column-rule (478, 736, 479, 1126)
bottom3-body-cont (688, 1254, 926, 1428)
s4-headline: ರವಿ ಕಿರಣ್‌ಗೆ ಪಿಎಚ್‌ಡಿ (67, 1003, 149, 1016)
paper-name: ಹೊಸದಿಗಂತ (744, 32, 834, 57)
min-temp: 17° (502, 74, 524, 87)
school-photo (710, 766, 926, 866)
theft-photo (212, 1070, 468, 1126)
bottom1-body2: ಬಿಜೆಪಿ ರಾಜ್ಯ ಕಾರ್ಯದರ್ಶಿ ಕೆ.ಎಸ್.ದಿವಾಕರ್, ಮುಖಂಡರಾದ ಶ್ರೀನಿವಾಸ ಮೋತ್ಕರ್, ಗುರುಲಿಂಗನಗೌಡ, ಮುರಹರಿಗೌಡ, ಗೋನಾಳ ರಾಜಶೇಖರಗೌಡ, ಹನುಮಂತಪ್ಪ, ಬಸವರಾಜ್ ಸೇರಿದಂತೆ ಹಲವರು ಇದ್ದರು. (22, 1359, 270, 1375)
left-column (18, 96, 198, 1126)
nation-body: ■ ವಿಜಯನಗರ: ಇಂದಿನ ಮಕ್ಕಳೇ ಮುಂದಿನ ಪ್ರಜೆಗಳು ಹಾಗೂ ದೇಶದ ನಿರ್ಮಾತೃಗಳು. ಹೀಗಾಗಿ ಮಕ್ಕಳಿಗೆ ಉತ್ತಮ ಶಿಕ್ಷಣ ಹಾಗೂ ಸಂಸ್ಕಾರ ನೀಡಬೇಕು ಎಂದು ನಗರಸಭೆ ಅಧ್ಯಕ್ಷ ಹೇಳಿದರು. ಹೊಸಪೇಟೆಯ 2ನೇ ವಾರ್ಡ್‌ನ ಸರ್ಕಾರಿ ಹಿರಿಯ ಪ್ರಾಥಮಿಕ ಶಾಲೆಯಲ್ಲಿ ಶುಕ್ರವಾರ ಹಮ್ಮಿಕೊಂಡಿದ್ದ ಮಕ್ಕಳ ದಿನಾಚರಣೆ ಕಾರ್ಯಕ್ರಮದಲ್ಲಿ ಮಾತನಾಡಿದರು. ಶಿಕ್ಷಣದಿಂದ ಮಾತ್ರ ದೇಶದ ಪ್ರಗತಿ ಸಾಧ್ಯ. ಮಕ್ಕಳು ದಿನನಿತ್ಯ ಶಾಲೆಗೆ ಬರುವಂತೆ ಪೋಷಕರು ಗಮನಹರಿಸಬೇಕು. ಮಕ್ಕಳಲ್ಲಿನ ಪ್ರತಿಭೆ ಗುರುತಿಸಿ ಪ್ರೋತ್ಸಾಹಿಸುವ ಕೆಲಸ ಶಿಕ್ಷಕರು ಮಾಡಬೇಕು. ಸರ್ಕಾರ ಶಾಲೆಗಳ ಅಭಿವೃದ್ಧಿಗೆ ಸಾಕಷ್ಟು ಅನುದಾನ ನೀಡುತ್ತಿದೆ ಎಂದರು. ಪ್ರಯೋಗ ಪೋಷಕ-ಶಿಕ್ಷಕರ ಮಹಾಸಭೆ ಆಯೋಜಿಸಲಾಗಿತ್ತು. ಸರ್ಕಾರಿ ಶಾಲೆಗಳಲ್ಲಿ ಮಕ್ಕಳಿಗೆ ಉತ್ತಮ ಶಿಕ್ಷಣ ನೀಡಲಾಗುತ್ತಿದೆ. ಬಿಸಿಯೂಟ, ಹಾಲು, ಮೊಟ್ಟೆ, ಸಮವಸ್ತ್ರ, ಪಠ್ಯಪುಸ್ತಕ, ಶೂ ಹಾಗೂ ಸಾಕ್ಸ್ ವಿತರಿಸಲಾಗುತ್ತಿದೆ. ಪಾಲಕರು ಈ ಸೌಲಭ್ಯಗಳನ್ನು ಸದುಪಯೋಗಪಡಿಸಿಕೊಳ್ಳಬೇಕು. ಶಾಲೆಯ ಮುಖ್ಯ ಶಿಕ್ಷಕರು, ಎಸ್‌ಡಿಎಂಸಿ ಅಧ್ಯಕ್ಷರು ಹಾಗೂ ಸದಸ್ಯರು, ವಾರ್ಡ್ ಸದಸ್ಯರು, ಶಿಕ್ಷಕರು ಹಾಗೂ ಪೋಷಕರು ಕಾರ್ಯಕ್ರಮದಲ್ಲಿ ಉಪಸ್ಥಿತರಿದ್ದರು. ಮಕ್ಕಳಿಗೆ ಸಿಹಿ ಹಂಚಲಾಯಿತು. (666, 343, 926, 426)
weather (392, 74, 562, 87)
top-story3 (688, 96, 926, 314)
bottom-rule (18, 1132, 926, 1135)
day-label: ಶನಿವಾರ (20, 44, 44, 54)
lead-col1: ■ ಹೊಸಪೇಟೆ: ನಿರಂತರ ಓದು, ಕಠಿಣ ಪರಿಶ್ರಮದಿಂದ ಜೀವನದಲ್ಲಿ ಯಶಸ್ಸು ಸಾಧ್ಯ ಎಂದು ಶಿಕ್ಷಣ ಇಲಾಖೆಯ ಅಧಿಕಾರಿ ಶಿವಕುಮಾರ್ ಪತ್ರಿಮಠ ಅಭಿಪ್ರಾಯ ವ್ಯಕ್ತಪಡಿಸಿದರು. ಅವರು ತಾಲೂಕಿನ ಮಲಪನಗುಡಿ ಗ್ರಾಮದ ಸರ್ಕಾರಿ ಶಾಲೆಯಲ್ಲಿ ಹಮ್ಮಿಕೊಂಡಿದ್ದ ಮಕ್ಕಳ ದಿನಾಚರಣೆ ಕಾರ್ಯಕ್ರಮ ಉದ್ಘಾಟಿಸಿ ಮಾತನಾಡಿದರು. ವಿದ್ಯಾರ್ಥಿಗಳು ಮೊಬೈಲ್ ಬಳಕೆಯಿಂದ ದೂರವಿದ್ದು, ಹೆಚ್ಚಿನ ಸಮಯವನ್ನು ಓದಿಗೆ ಮೀಸಲಿಡಬೇಕು. ನಿಮ್ಮ ಮೇಲೆ ಪಾಲಕರು ಹಾಗೂ ಶಿಕ್ಷಕರು ಇಟ್ಟಿರುವ ವಿಶ್ವಾಸವನ್ನು ಉಳಿಸಿಕೊಳ್ಳಬೇಕು. ಸರ್ಕಾರಿ ಶಾಲೆಗಳಲ್ಲಿ ಉತ್ತಮ ಶಿಕ್ಷಣ ನೀಡಲಾಗುತ್ತಿದೆ. ಶಾಲೆಯ ಅಭಿವೃದ್ಧಿಗೆ ಗ್ರಾಮಸ್ಥರು ಸಹಕಾರ ನೀಡಬೇಕು ಎಂದರು. ಶಾಲೆಯ ಮುಖ್ಯ ಶಿಕ್ಷಕ ಪರಶುರಾಮ ಅಧ್ಯಕ್ಷತೆ ವಹಿಸಿದ್ದರು. ಎಸ್‌ಡಿಎಂಸಿ ಅಧ್ಯಕ್ಷ ಹಾಗೂ ಸದಸ್ಯರು, ಗ್ರಾಮದ ಮುಖಂಡರು, ಶಿಕ್ಷಕರು ಹಾಗೂ ವಿದ್ಯಾರ್ಥಿಗಳು ಇದ್ದರು. (206, 385, 342, 487)
max-label: ಗರಿಷ್ಠ (441, 77, 456, 86)
section-rule (204, 732, 926, 733)
top1-photo (210, 96, 438, 196)
logo-emblem-icon (714, 34, 740, 60)
bottom-story3 (586, 1140, 926, 1440)
congress-headline: ಜಿಲ್ಲಾ ಕಾಂಗ್ರೆಸ್‌ನಿಂದ ಮಕ್ಕಳ ದಿನಾಚರಣೆ (519, 960, 667, 974)
school-headline: ನೂತನ್ ಹಿರಿಯ ಪ್ರಾಥಮಿಕ ಶಾಲೆಯಲ್ಲಿ ಮಕ್ಕಳ ದಿನಾಚರಣೆ (568, 740, 840, 757)
